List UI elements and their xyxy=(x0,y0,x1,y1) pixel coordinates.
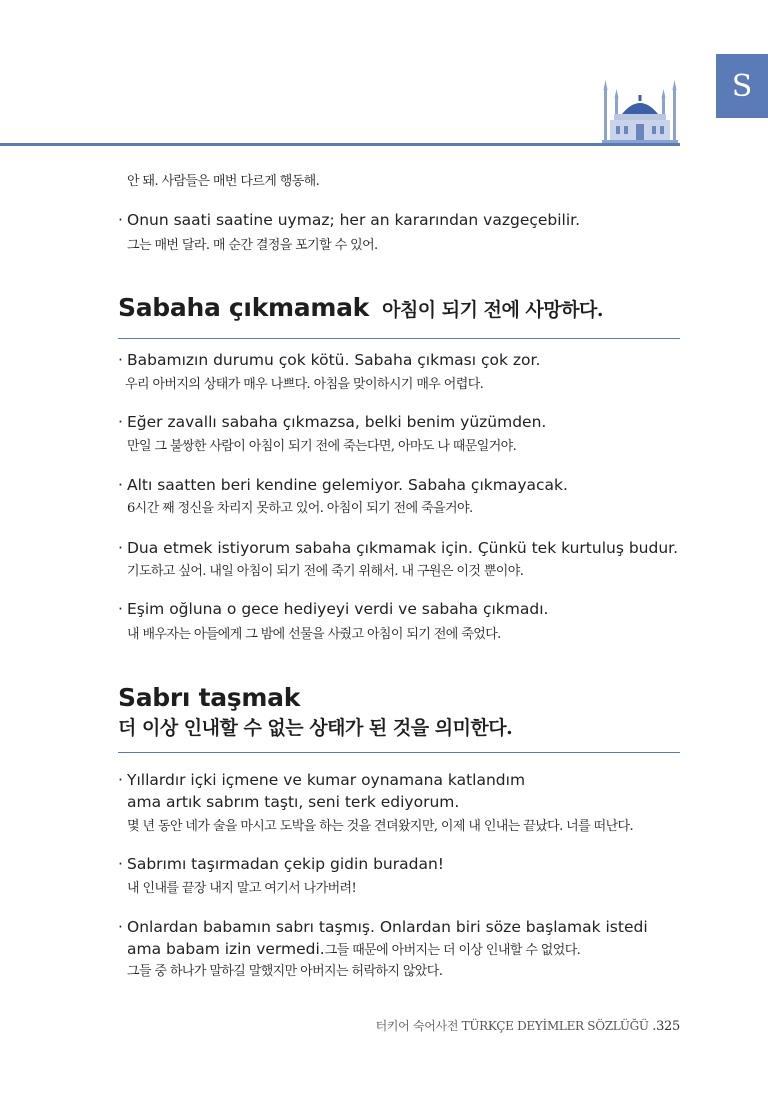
example-tr-text: Eğer zavallı sabaha çıkmazsa, belki benim yüzümden. xyxy=(127,413,547,431)
intro-ko-line: 안 돼. 사람들은 매번 다르게 행동해. xyxy=(127,174,320,189)
example-tr: · Onlardan babamın sabrı taşmış. Onlardan biri söze başlamak istedi xyxy=(118,918,648,936)
example-tr-text: Altı saatten beri kendine gelemiyor. Sabaha çıkmayacak. xyxy=(127,476,568,494)
example-tr-text: Yıllardır içki içmene ve kumar oynamana katlandım xyxy=(127,771,526,789)
example-tr: · Eğer zavallı sabaha çıkmazsa, belki benim yüzümden. xyxy=(118,413,547,431)
example-tr: · Dua etmek istiyorum sabaha çıkmamak için. Çünkü tek kurtuluş budur. xyxy=(118,539,679,557)
example-ko: 우리 아버지의 상태가 매우 나쁘다. 아침을 맞이하시기 매우 어렵다. xyxy=(125,377,484,392)
footer-book-title: 터키어 숙어사전 TÜRKÇE DEYİMLER SÖZLÜĞÜ xyxy=(375,1019,649,1033)
example-ko: 내 인내를 끝장 내지 말고 여기서 나가버려! xyxy=(127,881,357,896)
example-ko: 6시간 째 정신을 차리지 못하고 있어. 아침이 되기 전에 죽을거야. xyxy=(127,501,473,516)
example-tr-text: Eşim oğluna o gece hediyeyi verdi ve sabaha çıkmadı. xyxy=(127,600,549,618)
intro-example-tr: · Onun saati saatine uymaz; her an kararından vazgeçebilir. xyxy=(118,211,581,229)
example-tr-text: Dua etmek istiyorum sabaha çıkmamak için. Çünkü tek kurtuluş budur. xyxy=(127,539,679,557)
entry-heading xyxy=(118,293,603,322)
example-tr: · Babamızın durumu çok kötü. Sabaha çıkması çok zor. xyxy=(118,351,541,369)
example-tr: · Eşim oğluna o gece hediyeyi verdi ve sabaha çıkmadı. xyxy=(118,600,549,618)
example-tr: · Yıllardır içki içmene ve kumar oynamana katlandım xyxy=(118,771,526,789)
example-ko: 기도하고 싶어. 내일 아침이 되기 전에 죽기 위해서. 내 구원은 이것 뿐이야. xyxy=(127,564,524,579)
intro-example-tr-text: Onun saati saatine uymaz; her an kararından vazgeçebilir. xyxy=(127,211,581,229)
example-tr-cont: ama artık sabrım taştı, seni terk ediyorum. xyxy=(127,793,460,811)
example-tr-text: Sabrımı taşırmadan çekip gidin buradan! xyxy=(127,855,444,873)
intro-example-ko: 그는 매번 달라. 매 순간 결정을 포기할 수 있어. xyxy=(127,238,378,253)
example-tr: · Sabrımı taşırmadan çekip gidin buradan! xyxy=(118,855,444,873)
page-footer xyxy=(376,1017,680,1034)
example-ko: 그들 중 하나가 말하길 말했지만 아버지는 허락하지 않았다. xyxy=(127,964,443,979)
entry-rule xyxy=(118,752,680,753)
example-tr: · Altı saatten beri kendine gelemiyor. Sabaha çıkmayacak. xyxy=(118,476,568,494)
entry-title: Sabaha çıkmamak xyxy=(118,293,369,322)
mosque-icon xyxy=(600,78,680,144)
example-ko: 내 배우자는 아들에게 그 밤에 선물을 사줬고 아침이 되기 전에 죽었다. xyxy=(127,627,501,642)
section-letter: S xyxy=(731,68,753,104)
header-rule xyxy=(0,143,680,146)
example-tr-text: Babamızın durumu çok kötü. Sabaha çıkması çok zor. xyxy=(127,351,541,369)
section-letter-tab xyxy=(716,54,768,118)
example-ko-inline: 그들 때문에 아버지는 더 이상 인내할 수 없었다. xyxy=(324,943,581,958)
example-tr-text: Onlardan babamın sabrı taşmış. Onlardan biri söze başlamak istedi xyxy=(127,918,648,936)
entry-title: Sabrı taşmak xyxy=(118,683,301,712)
entry-rule xyxy=(118,338,680,339)
entry-ko-title: 아침이 되기 전에 사망하다. xyxy=(382,299,603,321)
entry-ko-title: 더 이상 인내할 수 없는 상태가 된 것을 의미한다. xyxy=(118,717,513,739)
example-tr-cont: ama babam izin vermedi. xyxy=(127,940,325,958)
example-ko: 만일 그 불쌍한 사람이 아침이 되기 전에 죽는다면, 아마도 나 때문일거야. xyxy=(127,439,517,454)
page-number: .325 xyxy=(652,1019,680,1034)
example-tr-cont-line xyxy=(127,939,580,958)
example-ko: 몇 년 동안 네가 술을 마시고 도박을 하는 것을 견뎌왔지만, 이제 내 인내는 끝났다. 너를 떠난다. xyxy=(127,819,634,834)
